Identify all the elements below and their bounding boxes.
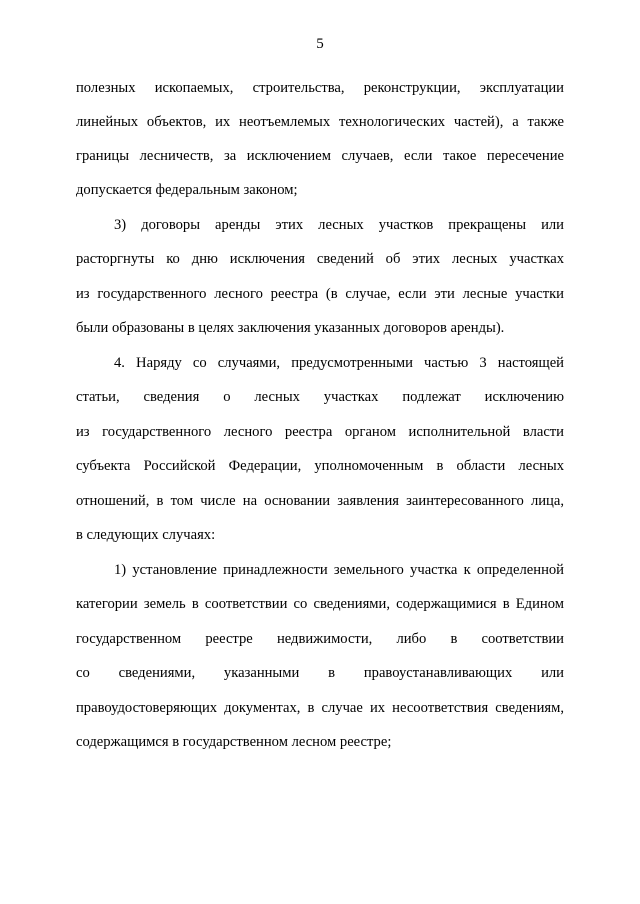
text-line: правоудостоверяющих документах, в случае их несоответствия сведениям, bbox=[76, 700, 564, 716]
text-line: расторгнуты ко дню исключения сведений об этих лесных участках bbox=[76, 251, 564, 267]
text-line: 1) установление принадлежности земельного участка к определенной bbox=[114, 562, 564, 578]
text-line: из государственного лесного реестра (в случае, если эти лесные участки bbox=[76, 286, 564, 302]
text-line: границы лесничеств, за исключением случаев, если такое пересечение bbox=[76, 148, 564, 164]
text-line: допускается федеральным законом; bbox=[76, 182, 298, 198]
text-line: были образованы в целях заключения указанных договоров аренды). bbox=[76, 320, 505, 336]
text-line: 4. Наряду со случаями, предусмотренными частью 3 настоящей bbox=[114, 355, 564, 371]
text-line: субъекта Российской Федерации, уполномоченным в области лесных bbox=[76, 458, 564, 474]
text-line: отношений, в том числе на основании заявления заинтересованного лица, bbox=[76, 493, 564, 509]
text-line: линейных объектов, их неотъемлемых технологических частей), а также bbox=[76, 114, 564, 130]
text-line: в следующих случаях: bbox=[76, 527, 216, 543]
text-line: со сведениями, указанными в правоустанавливающих или bbox=[76, 665, 564, 681]
text-line: полезных ископаемых, строительства, реконструкции, эксплуатации bbox=[76, 80, 564, 96]
text-line: из государственного лесного реестра органом исполнительной власти bbox=[76, 424, 564, 440]
text-line: статьи, сведения о лесных участках подлежат исключению bbox=[76, 389, 564, 405]
text-line: содержащимся в государственном лесном реестре; bbox=[76, 734, 392, 750]
text-line: 3) договоры аренды этих лесных участков прекращены или bbox=[114, 217, 564, 233]
text-line: государственном реестре недвижимости, либо в соответствии bbox=[76, 631, 564, 647]
text-line: категории земель в соответствии со сведениями, содержащимися в Едином bbox=[76, 596, 564, 612]
page-number: 5 bbox=[316, 36, 324, 52]
